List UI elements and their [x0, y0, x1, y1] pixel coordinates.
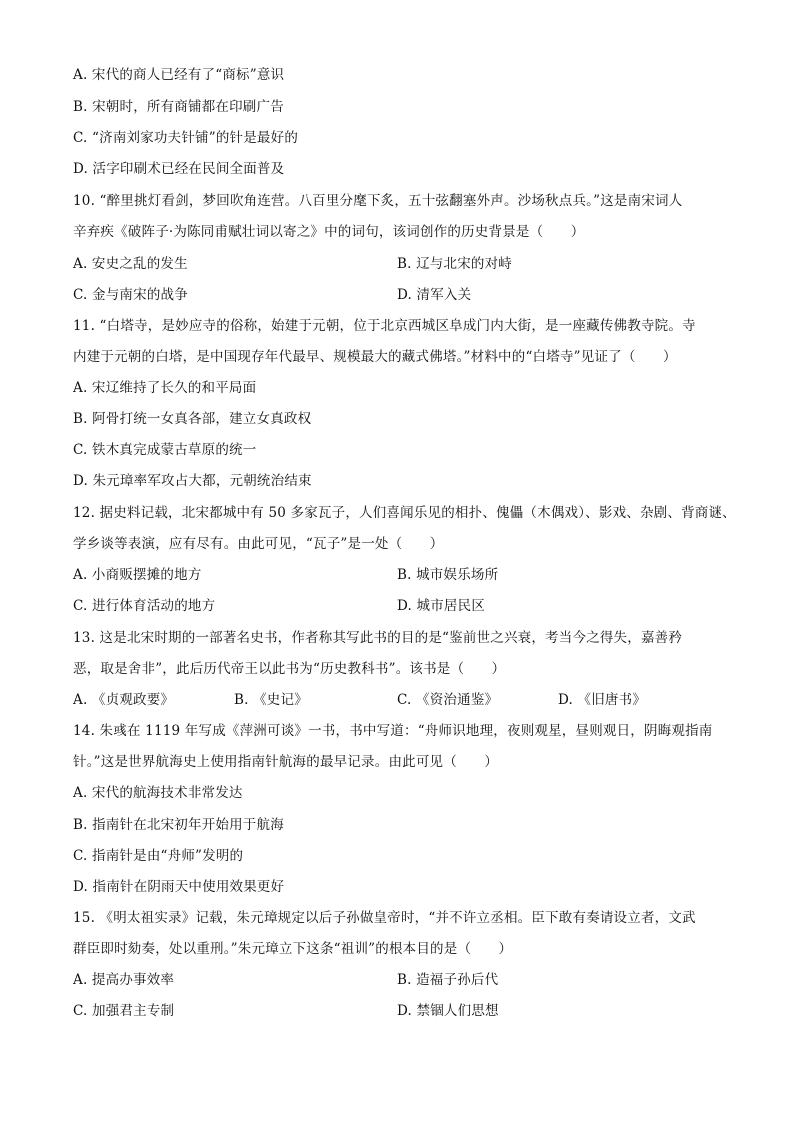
q13-option-a: A. 《贞观政要》: [73, 692, 175, 708]
q9-option-d: D. 活字印刷术已经在民间全面普及: [73, 161, 285, 177]
q13-stem-line2: 恶，取是舍非”，此后历代帝王以此书为“历史教科书”。该书是（ ）: [73, 661, 506, 677]
q10-option-c: C. 金与南宋的战争: [73, 287, 188, 303]
q10-option-a: A. 安史之乱的发生: [73, 256, 188, 272]
q13-option-c: C. 《资治通鉴》: [397, 692, 499, 708]
q10-stem-line1: 10. “醉里挑灯看剑，梦回吹角连营。八百里分麾下炙，五十弦翻塞外声。沙场秋点兵。”这是南宋词人: [73, 193, 683, 209]
q12-option-c: C. 进行体育活动的地方: [73, 598, 216, 614]
q12-option-d: D. 城市居民区: [397, 598, 486, 614]
q13-option-b: B. 《史记》: [234, 692, 308, 708]
q11-stem-line1: 11. “白塔寺，是妙应寺的俗称，始建于元朝，位于北京西城区阜成门内大街，是一座藏传佛教寺院。寺: [73, 318, 696, 334]
q9-option-b: B. 宋朝时，所有商铺都在印刷广告: [73, 99, 284, 115]
q15-option-d: D. 禁锢人们思想: [397, 1003, 499, 1019]
q11-option-a: A. 宋辽维持了长久的和平局面: [73, 380, 257, 396]
q14-option-b: B. 指南针在北宋初年开始用于航海: [73, 817, 284, 833]
q11-option-b: B. 阿骨打统一女真各部，建立女真政权: [73, 411, 312, 427]
q12-stem-line1: 12. 据史料记载，北宋都城中有 50 多家瓦子，人们喜闻乐见的相扑、傀儡（木偶戏）、影戏、杂剧、背商谜、: [73, 505, 736, 521]
q10-stem-line2: 辛弃疾《破阵子·为陈同甫赋壮词以寄之》中的词句，该词创作的历史背景是（ ）: [73, 224, 585, 240]
q15-stem-line1: 15. 《明太祖实录》记载，朱元璋规定以后子孙做皇帝时，“并不许立丞相。臣下敢有奏请设立者，文武: [73, 910, 696, 926]
q11-option-c: C. 铁木真完成蒙古草原的统一: [73, 442, 257, 458]
q15-stem-line2: 群臣即时劾奏，处以重刑。”朱元璋立下这条“祖训”的根本目的是（ ）: [73, 941, 513, 957]
q9-option-c: C. “济南刘家功夫针铺”的针是最好的: [73, 130, 299, 146]
q14-option-a: A. 宋代的航海技术非常发达: [73, 785, 243, 801]
q12-stem-line2: 学乡谈等表演，应有尽有。由此可见，“瓦子”是一处（ ）: [73, 536, 444, 552]
q15-option-a: A. 提高办事效率: [73, 972, 175, 988]
q15-option-c: C. 加强君主专制: [73, 1003, 175, 1019]
q10-option-d: D. 清军入关: [397, 287, 472, 303]
q11-stem-line2: 内建于元朝的白塔，是中国现存年代最早、规模最大的藏式佛塔。”材料中的“白塔寺”见证了（ ）: [73, 349, 677, 365]
q15-option-b: B. 造福子孙后代: [397, 972, 499, 988]
q10-option-b: B. 辽与北宋的对峙: [397, 256, 513, 272]
q14-option-c: C. 指南针是由“舟师”发明的: [73, 848, 244, 864]
q11-option-d: D. 朱元璋率军攻占大都，元朝统治结束: [73, 473, 312, 489]
q13-stem-line1: 13. 这是北宋时期的一部著名史书，作者称其写此书的目的是“鉴前世之兴衰，考当今之得失，嘉善矜: [73, 630, 683, 646]
q9-option-a: A. 宋代的商人已经有了“商标”意识: [73, 67, 285, 83]
q14-stem-line2: 针。”这是世界航海史上使用指南针航海的最早记录。由此可见（ ）: [73, 754, 499, 770]
q14-stem-line1: 14. 朱彧在 1119 年写成《萍洲可谈》一书，书中写道：“舟师识地理，夜则观星，昼则观日，阴晦观指南: [73, 723, 713, 739]
q13-option-d: D. 《旧唐书》: [558, 692, 647, 708]
q12-option-b: B. 城市娱乐场所: [397, 567, 499, 583]
q14-option-d: D. 指南针在阴雨天中使用效果更好: [73, 879, 285, 895]
q12-option-a: A. 小商贩摆摊的地方: [73, 567, 202, 583]
